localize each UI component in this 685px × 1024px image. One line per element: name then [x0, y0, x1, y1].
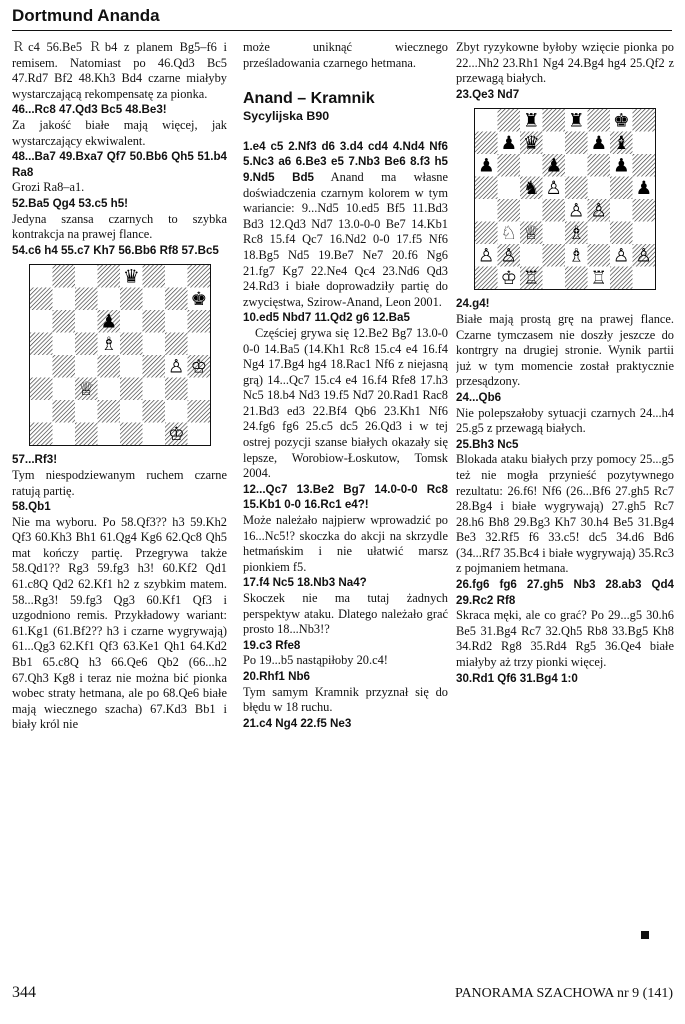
- black-piece-icon: ♟: [590, 133, 608, 155]
- move-sequence: 24.g4!: [456, 297, 490, 311]
- commentary-text: Częściej grywa się 12.Be2 Bg7 13.0-0 0-0 14.Ba5 (14.Kh1 Rc8 15.c4 e4 16.f4 Ng4 17.Bg4 hg4 18.Rac1 Nf6 z niejasną grą) 14...Qc7 15.c4 e4 16.f4 Rfe8 17.h3 Nc5 18.b4 Nd3 19.f5 Nd7 20.Rad1 Rac8 21.Bd3 ed3 22.Bf4 Qb6 23.Kh1 Nf6 24.fg6 fg6 25.c5 dc5 26.Qd3 i w tej ostrej pozycji szanse białych okazały się lepsze, Worobiow-Łoskutow, Tomsk 2004.: [243, 325, 448, 481]
- move-sequence: 10.ed5 Nbd7 11.Qd2 g6 12.Ba5: [243, 311, 410, 325]
- move-paragraph: [243, 482, 448, 513]
- move-sequence: 12...Qc7 13.Be2 Bg7 14.0-0-0 Rc8 15.Kb1 0-0 16.Rc1 e4?!: [243, 482, 448, 512]
- dark-square: [120, 423, 143, 446]
- move-paragraph: [243, 716, 448, 732]
- commentary-paragraph: [243, 685, 448, 716]
- move-paragraph: [456, 437, 674, 453]
- white-piece-icon: ♔: [167, 424, 185, 446]
- column-1: [12, 40, 227, 954]
- light-square: [97, 378, 120, 401]
- light-square: [187, 333, 210, 356]
- light-square: [97, 288, 120, 311]
- dark-square: [165, 288, 188, 311]
- dark-square: [165, 378, 188, 401]
- light-square: [30, 310, 53, 333]
- dark-square: [588, 244, 611, 267]
- light-square: [165, 400, 188, 423]
- white-piece-icon: ♗: [567, 245, 585, 267]
- dark-square: [588, 109, 611, 132]
- dark-square: [120, 333, 143, 356]
- dark-square: [97, 265, 120, 288]
- commentary-paragraph: [456, 608, 674, 670]
- light-square: [588, 222, 611, 245]
- move-paragraph: [12, 452, 227, 468]
- move-paragraph: [243, 638, 448, 654]
- light-square: [543, 267, 566, 290]
- light-square: [498, 177, 521, 200]
- light-square: [520, 154, 543, 177]
- white-piece-icon: ♔: [500, 268, 518, 290]
- commentary-paragraph: [456, 406, 674, 437]
- light-square: [52, 378, 75, 401]
- dark-square: [588, 154, 611, 177]
- commentary-paragraph: [456, 40, 674, 87]
- dark-square: [187, 310, 210, 333]
- black-piece-icon: ♜: [522, 110, 540, 132]
- black-piece-icon: ♜: [567, 110, 585, 132]
- commentary-text: Grozi Ra8–a1.: [12, 180, 85, 195]
- commentary-paragraph: [456, 452, 674, 577]
- commentary-paragraph: [12, 515, 227, 733]
- light-square: [520, 199, 543, 222]
- light-square: [142, 423, 165, 446]
- black-piece-icon: ♟: [612, 155, 630, 177]
- move-sequence: 58.Qb1: [12, 500, 51, 514]
- move-paragraph: [243, 139, 448, 311]
- move-sequence: 24...Qb6: [456, 390, 502, 404]
- commentary-text: Zbyt ryzykowne byłoby wzięcie pionka po 22...Nh2 23.Rh1 Ng4 24.Bg4 hg4 25.Qf2 z przewagą białych.: [456, 40, 674, 86]
- move-sequence: 25.Bh3 Nc5: [456, 437, 519, 451]
- dark-square: [475, 267, 498, 290]
- light-square: [142, 333, 165, 356]
- dark-square: [543, 109, 566, 132]
- white-piece-icon: ♕: [77, 379, 95, 401]
- dark-square: [475, 177, 498, 200]
- move-sequence: 48...Ba7 49.Bxa7 Qf7 50.Bb6 Qh5 51.b4 Ra8: [12, 150, 227, 179]
- dark-square: [565, 267, 588, 290]
- column-2: [243, 40, 448, 954]
- commentary-paragraph: [243, 513, 448, 575]
- commentary-paragraph: [243, 40, 448, 71]
- dark-square: [52, 265, 75, 288]
- move-sequence: 46...Rc8 47.Qd3 Bc5 48.Be3!: [12, 103, 167, 117]
- light-square: [187, 378, 210, 401]
- move-sequence: 57...Rf3!: [12, 453, 58, 467]
- light-square: [165, 310, 188, 333]
- dark-square: [30, 333, 53, 356]
- light-square: [142, 288, 165, 311]
- commentary-text: Tym niespodziewanym ruchem czarne ratują partię.: [12, 467, 227, 498]
- move-paragraph: [12, 102, 227, 118]
- light-square: [52, 333, 75, 356]
- end-of-article-mark: [641, 931, 649, 939]
- move-paragraph: [12, 243, 227, 259]
- commentary-text: Skoczek nie ma tutaj żadnych perspektyw ataku. Dlatego należało grać prosto 18...Nb3!?: [243, 591, 448, 637]
- light-square: [543, 222, 566, 245]
- light-square: [75, 265, 98, 288]
- light-square: [75, 355, 98, 378]
- dark-square: [142, 265, 165, 288]
- dark-square: [142, 355, 165, 378]
- light-square: [97, 423, 120, 446]
- light-square: [75, 400, 98, 423]
- dark-square: [498, 109, 521, 132]
- dark-square: [52, 400, 75, 423]
- dark-square: [498, 199, 521, 222]
- running-title: Dortmund Ananda: [12, 6, 160, 25]
- dark-square: [142, 310, 165, 333]
- dark-square: [165, 333, 188, 356]
- move-paragraph: [12, 196, 227, 212]
- white-piece-icon: ♖: [590, 268, 608, 290]
- light-square: [633, 222, 656, 245]
- move-paragraph: [456, 390, 674, 406]
- dark-square: [30, 288, 53, 311]
- white-piece-icon: ♙: [500, 245, 518, 267]
- commentary-text: Nie ma wyboru. Po 58.Qf3?? h3 59.Kh2 Qf3 60.Kh3 Bh1 61.Qg4 Kg6 62.Qc8 Qh5 mat kończy partię. Przegrywa także 58.Qd1?? Rg3 59.fg3 h3! 60.Kf2 Qd1 61.c8Q Qd2 62.Kf1 h2 z szybkim matem. 58...Rg3! 59.fg3 Qg3 60.Kf1 Qf3 i uzgodniono remis. Przykładowy wariant: 61.Kg1 (61.Bf2?? h3 i czarne wygrywają) 61...Qg3 62.Kf1 Qf3 63.Ke1 Qh1 64.Kd2 Bb1 65.c8Q h3 66.Qe6 Qb2 (66...h2 67.Qh3 Kg8 i teraz nie można bić pionka wobec straty hetmana, ale po 68.Qe6 białe mają wiecznego szacha) 67.Kd3 Bb1 i biały król nie: [12, 514, 227, 732]
- white-piece-icon: ♖: [522, 268, 540, 290]
- dark-square: [75, 333, 98, 356]
- commentary-text: Za jakość białe mają więcej, jak wystarczający ekwiwalent.: [12, 117, 227, 148]
- move-sequence: 20.Rhf1 Nb6: [243, 669, 311, 683]
- white-piece-icon: ♕: [522, 223, 540, 245]
- black-piece-icon: ♟: [477, 155, 495, 177]
- move-sequence: 17.f4 Nc5 18.Nb3 Na4?: [243, 576, 367, 590]
- white-piece-icon: ♙: [167, 356, 185, 378]
- dark-square: [120, 378, 143, 401]
- light-square: [75, 310, 98, 333]
- commentary-text: Tym samym Kramnik przyznał się do błędu w 18 ruchu.: [243, 684, 448, 715]
- dark-square: [475, 132, 498, 155]
- light-square: [120, 400, 143, 423]
- page-header: [12, 4, 672, 31]
- dark-square: [120, 288, 143, 311]
- commentary-paragraph: [456, 312, 674, 390]
- commentary-paragraph: [12, 118, 227, 149]
- move-sequence: 54.c6 h4 55.c7 Kh7 56.Bb6 Rf8 57.Bc5: [12, 243, 219, 257]
- commentary-paragraph: [12, 40, 227, 102]
- light-square: [52, 423, 75, 446]
- black-piece-icon: ♟: [635, 178, 653, 200]
- move-paragraph: [456, 87, 674, 103]
- light-square: [588, 177, 611, 200]
- light-square: [165, 265, 188, 288]
- dark-square: [75, 288, 98, 311]
- commentary-text: Ｒc4 56.Bе5 Ｒb4 z planem Bg5–f6 i remisem. Natomiast po 46.Qd3 Bc5 47.Rd7 Bf2 48.Kh3 Bd4 czarne miałyby wystarczającą rekompensatę za pionka.: [12, 40, 227, 101]
- dark-square: [30, 423, 53, 446]
- light-square: [633, 132, 656, 155]
- black-piece-icon: ♞: [522, 178, 540, 200]
- move-sequence: 23.Qe3 Nd7: [456, 87, 520, 101]
- commentary-text: może uniknąć wiecznego prześladowania czarnego hetmana.: [243, 40, 448, 70]
- dark-square: [97, 400, 120, 423]
- light-square: [543, 132, 566, 155]
- light-square: [610, 199, 633, 222]
- black-piece-icon: ♚: [189, 289, 207, 311]
- light-square: [52, 288, 75, 311]
- move-sequence: 52.Ba5 Qg4 53.c5 h5!: [12, 196, 128, 210]
- light-square: [30, 355, 53, 378]
- commentary-text: Jedyna szansa czarnych to szybka kontrakcja na prawej flance.: [12, 211, 227, 242]
- black-piece-icon: ♛: [122, 266, 140, 288]
- light-square: [475, 109, 498, 132]
- white-piece-icon: ♙: [635, 245, 653, 267]
- commentary-paragraph: [12, 180, 227, 196]
- commentary-text: Blokada ataku białych przy pomocy 25...g5 też nie mogła przynieść pozytywnego rezultatu: 26.f6! Nf6 (26...Bf6 27.gh5 Rc7 28.Bg4 i białe wygrywają) 27.gh5 Rc7 28.h6 Bh8 29.Bg3 Kh7 30.h4 Be5 31.Bg4 Be3 32.Rf5 f6 33.c5! dc5 34.d6 Bd6 (34...Rf7 35.Bc4 i białe wygrywają) 35.Rc3 z pojmaniem hetmana.: [456, 452, 674, 576]
- move-paragraph: [456, 577, 674, 608]
- commentary-paragraph: [243, 591, 448, 638]
- dark-square: [543, 244, 566, 267]
- move-paragraph: [243, 310, 448, 326]
- dark-square: [565, 132, 588, 155]
- commentary-paragraph: [12, 468, 227, 499]
- move-paragraph: [12, 499, 227, 515]
- move-sequence: 21.c4 Ng4 22.f5 Ne3: [243, 716, 352, 730]
- dark-square: [75, 423, 98, 446]
- dark-square: [633, 154, 656, 177]
- dark-square: [142, 400, 165, 423]
- commentary-paragraph: [243, 326, 448, 482]
- black-piece-icon: ♟: [99, 311, 117, 333]
- black-piece-icon: ♛: [522, 133, 540, 155]
- dark-square: [610, 177, 633, 200]
- move-paragraph: [243, 669, 448, 685]
- white-piece-icon: ♙: [612, 245, 630, 267]
- dark-square: [610, 222, 633, 245]
- white-piece-icon: ♗: [99, 334, 117, 356]
- dark-square: [30, 378, 53, 401]
- light-square: [520, 244, 543, 267]
- page-number: 344: [12, 984, 36, 1001]
- chess-diagram: [474, 108, 656, 290]
- game-title: Anand – Kramnik: [243, 90, 375, 108]
- dark-square: [187, 400, 210, 423]
- light-square: [120, 310, 143, 333]
- light-square: [187, 423, 210, 446]
- move-sequence: 19.c3 Rfe8: [243, 638, 301, 652]
- commentary-text: Może należało najpierw wprowadzić po 16...Nc5!? skoczka do akcji na skrzydle hetmańskim i nie ułatwić marsz pionkiem f5.: [243, 513, 448, 574]
- move-paragraph: [12, 149, 227, 180]
- white-piece-icon: ♔: [189, 356, 207, 378]
- black-piece-icon: ♟: [545, 155, 563, 177]
- light-square: [633, 267, 656, 290]
- white-piece-icon: ♘: [500, 223, 518, 245]
- light-square: [142, 378, 165, 401]
- chess-diagram: [29, 264, 211, 446]
- light-square: [475, 199, 498, 222]
- move-sequence: 30.Rd1 Qf6 31.Bg4 1:0: [456, 671, 578, 685]
- dark-square: [633, 109, 656, 132]
- black-piece-icon: ♚: [612, 110, 630, 132]
- light-square: [30, 400, 53, 423]
- white-piece-icon: ♙: [590, 200, 608, 222]
- commentary-paragraph: [12, 212, 227, 243]
- white-piece-icon: ♙: [477, 245, 495, 267]
- dark-square: [498, 154, 521, 177]
- dark-square: [475, 222, 498, 245]
- white-piece-icon: ♙: [567, 200, 585, 222]
- commentary-paragraph: [243, 653, 448, 669]
- dark-square: [52, 310, 75, 333]
- move-paragraph: [456, 671, 674, 687]
- dark-square: [565, 177, 588, 200]
- commentary-text: Białe mają prostą grę na prawej flance. Czarne tymczasem nie doszły jeszcze do kontrgry na drugiej stronie. Wynik partii już w tym momencie został praktycznie przesądzony.: [456, 311, 674, 389]
- white-piece-icon: ♗: [567, 223, 585, 245]
- move-sequence: 26.fg6 fg6 27.gh5 Nb3 28.ab3 Qd4 29.Rc2 Rf8: [456, 578, 674, 607]
- column-3: [456, 40, 674, 954]
- dark-square: [543, 199, 566, 222]
- move-sequence: 1.e4 c5 2.Nf3 d6 3.d4 cd4 4.Nd4 Nf6 5.Nc3 a6 6.Be3 e5 7.Nb3 Be6 8.f3 h5 9.Nd5 Bd5: [243, 139, 448, 184]
- light-square: [565, 154, 588, 177]
- opening-name: Sycylijska B90: [243, 109, 330, 124]
- dark-square: [610, 267, 633, 290]
- white-piece-icon: ♙: [545, 178, 563, 200]
- light-square: [120, 355, 143, 378]
- commentary-text: Po 19...b5 nastąpiłoby 20.c4!: [243, 653, 388, 668]
- commentary-text: Nie polepszałoby sytuacji czarnych 24...h4 25.g5 z przewagą białych.: [456, 405, 674, 436]
- move-paragraph: [243, 575, 448, 591]
- commentary-text: Anand ma własne doświadczenia czarnym kolorem w tym wariancie: 9...Nd5 10.ed5 Bf5 11.Bd3 Bd3 12.Qd3 Nd7 13.0-0-0 Be7 14.Kb1 Rc8 15.f4 Qc7 16.Nd2 0-0 17.f5 Nf6 18.Bg5 Nd5 19.Be7 Ne7 20.f6 Ng6 21.fg7 Kg7 22.Ne4 Qc4 23.Nd6 Qd3 24.Rd3 i białe doprowadziły partię do zwycięstwa, Szirow-Anand, Leon 2001.: [243, 169, 448, 309]
- magazine-footer: PANORAMA SZACHOWA nr 9 (141): [454, 986, 673, 1001]
- dark-square: [187, 265, 210, 288]
- light-square: [30, 265, 53, 288]
- move-paragraph: [456, 296, 674, 312]
- black-piece-icon: ♟: [500, 133, 518, 155]
- dark-square: [633, 199, 656, 222]
- dark-square: [97, 355, 120, 378]
- black-piece-icon: ♝: [612, 133, 630, 155]
- dark-square: [52, 355, 75, 378]
- commentary-text: Skraca męki, ale co grać? Po 29...g5 30.h6 Be5 31.Bg4 Rc7 32.Qh5 Rb8 33.Bg5 Kh8 34.Rd2 Rg8 35.Rd4 Rg5 36.Qe4 białe miałyby aż trzy pionki więcej.: [456, 608, 674, 670]
